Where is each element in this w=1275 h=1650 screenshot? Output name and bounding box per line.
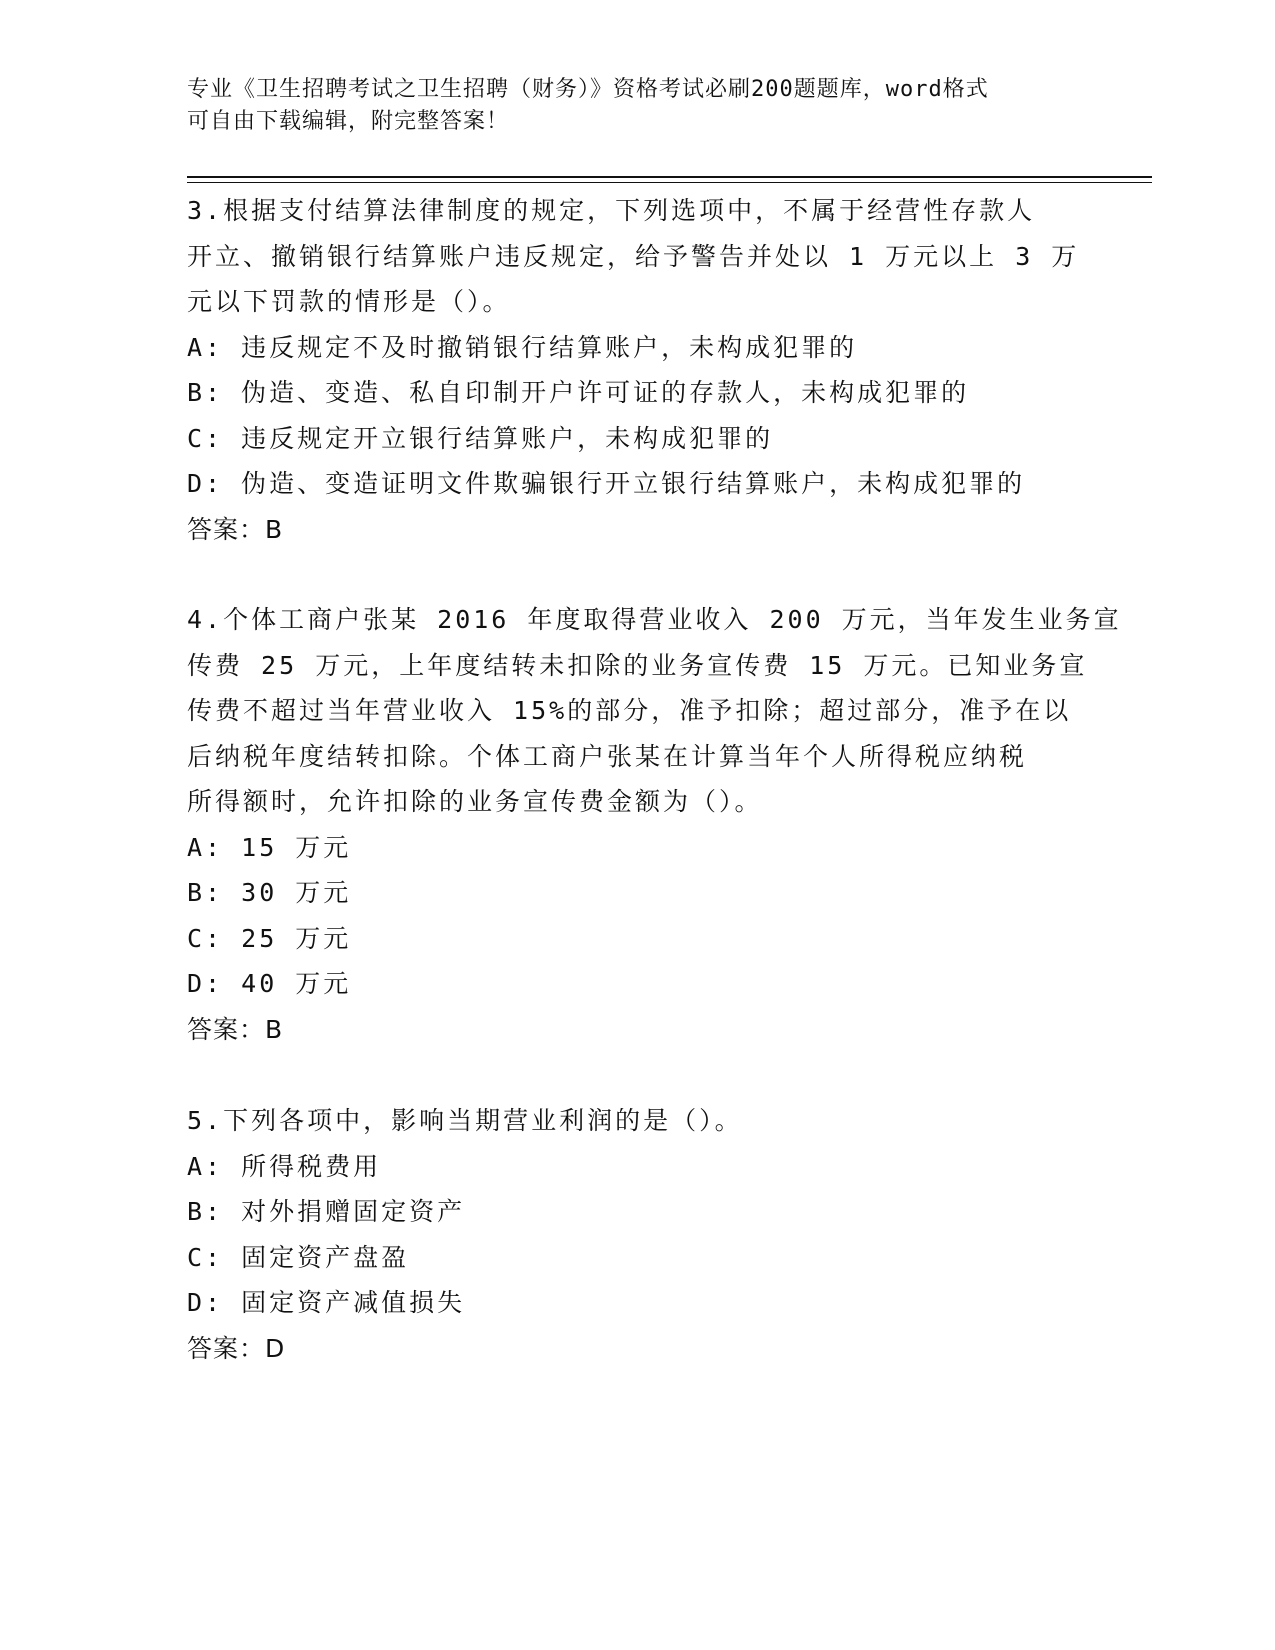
answer-label: 答案：B xyxy=(187,514,284,544)
question-stem-line: 开立、撤销银行结算账户违反规定，给予警告并处以 1 万元以上 3 万 xyxy=(187,241,1080,271)
option-d: D: 固定资产减值损失 xyxy=(187,1288,466,1317)
question-stem-line: 5.下列各项中，影响当期营业利润的是（）。 xyxy=(187,1106,743,1135)
option-b: B: 30 万元 xyxy=(187,878,352,907)
option-d: D: 40 万元 xyxy=(187,969,352,998)
option-c: C: 违反规定开立银行结算账户，未构成犯罪的 xyxy=(187,423,774,453)
question-stem-line: 4.个体工商户张某 2016 年度取得营业收入 200 万元，当年发生业务宣 xyxy=(187,605,1122,634)
question-stem-line: 后纳税年度结转扣除。个体工商户张某在计算当年个人所得税应纳税 xyxy=(187,741,1028,771)
option-a: A: 违反规定不及时撤销银行结算账户，未构成犯罪的 xyxy=(187,332,858,362)
question-4 xyxy=(187,597,1122,1052)
question-stem-line: 3.根据支付结算法律制度的规定，下列选项中，不属于经营性存款人 xyxy=(187,196,1036,225)
question-5 xyxy=(187,1098,1087,1371)
option-a: A: 所得税费用 xyxy=(187,1151,382,1181)
header-line: 可自由下载编辑，附完整答案！ xyxy=(187,109,510,134)
option-a: A: 15 万元 xyxy=(187,832,352,862)
document-header xyxy=(187,74,1067,138)
question-stem-line: 所得额时，允许扣除的业务宣传费金额为（）。 xyxy=(187,787,763,816)
header-line: 专业《卫生招聘考试之卫生招聘（财务）》资格考试必刷200题题库，word格式 xyxy=(187,77,989,102)
question-3 xyxy=(187,188,1087,552)
question-stem-line: 传费不超过当年营业收入 15%的部分，准予扣除；超过部分，准予在以 xyxy=(187,696,1072,725)
option-c: C: 固定资产盘盈 xyxy=(187,1242,410,1272)
header-divider-thick xyxy=(187,176,1152,178)
answer-label: 答案：D xyxy=(187,1333,286,1363)
answer-label: 答案：B xyxy=(187,1014,284,1044)
option-c: C: 25 万元 xyxy=(187,923,352,953)
option-d: D: 伪造、变造证明文件欺骗银行开立银行结算账户，未构成犯罪的 xyxy=(187,469,1026,498)
question-stem-line: 元以下罚款的情形是（）。 xyxy=(187,287,511,316)
question-stem-line: 传费 25 万元，上年度结转未扣除的业务宣传费 15 万元。已知业务宣 xyxy=(187,650,1088,680)
option-b: B: 伪造、变造、私自印制开户许可证的存款人，未构成犯罪的 xyxy=(187,378,970,407)
option-b: B: 对外捐赠固定资产 xyxy=(187,1197,466,1226)
header-divider-thin xyxy=(187,182,1152,183)
